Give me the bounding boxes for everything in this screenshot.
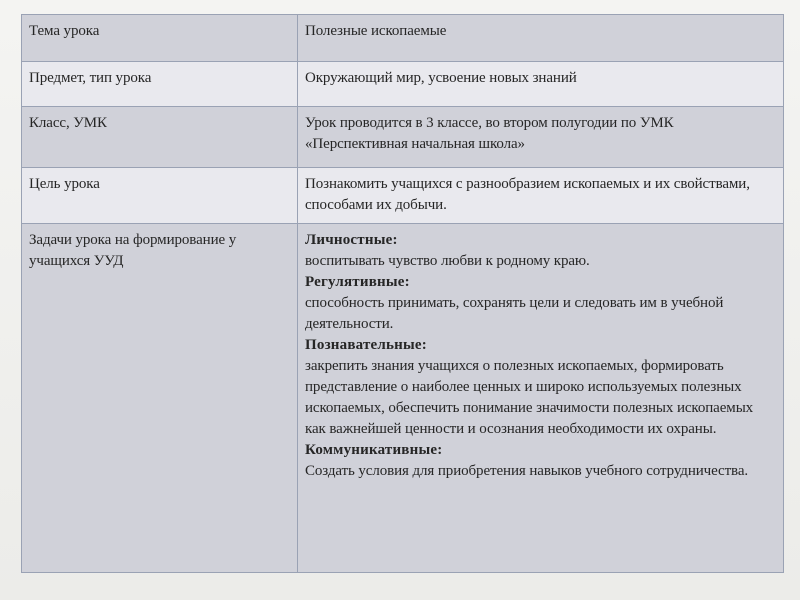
section-text: воспитывать чувство любви к родному краю. xyxy=(305,253,590,269)
table-row xyxy=(22,15,784,62)
table-row xyxy=(22,168,784,224)
section-text: Создать условия для приобретения навыков учебного сотрудничества. xyxy=(305,463,749,479)
section-text: закрепить знания учащихся о полезных ископаемых, формировать представление о наиболее ценных и широко используемых полезных ископаемых, обеспечить понимание значимости полезных ископаемых как важнейшей ценности и осознания необходимости их охраны. xyxy=(305,358,754,437)
row-value: Познакомить учащихся с разнообразием ископаемых и их свойствами, способами их добычи. xyxy=(298,168,784,224)
row-value xyxy=(298,224,784,573)
table-row xyxy=(22,107,784,168)
section-title: Познавательные: xyxy=(305,337,427,353)
table-row xyxy=(22,224,784,573)
section-text: способность принимать, сохранять цели и следовать им в учебной деятельности. xyxy=(305,295,724,332)
section-title: Коммуникативные: xyxy=(305,442,443,458)
row-label: Тема урока xyxy=(22,15,298,62)
row-label: Предмет, тип урока xyxy=(22,62,298,107)
section-title: Личностные: xyxy=(305,232,398,248)
row-label: Класс, УМК xyxy=(22,107,298,168)
section-title: Регулятивные: xyxy=(305,274,410,290)
row-value: Полезные ископаемые xyxy=(298,15,784,62)
table-row xyxy=(22,62,784,107)
lesson-plan-table xyxy=(21,14,784,573)
row-value: Окружающий мир, усвоение новых знаний xyxy=(298,62,784,107)
row-value: Урок проводится в 3 классе, во втором полугодии по УМК «Перспективная начальная школа» xyxy=(298,107,784,168)
row-label: Задачи урока на формирование у учащихся УУД xyxy=(22,224,298,573)
row-label: Цель урока xyxy=(22,168,298,224)
